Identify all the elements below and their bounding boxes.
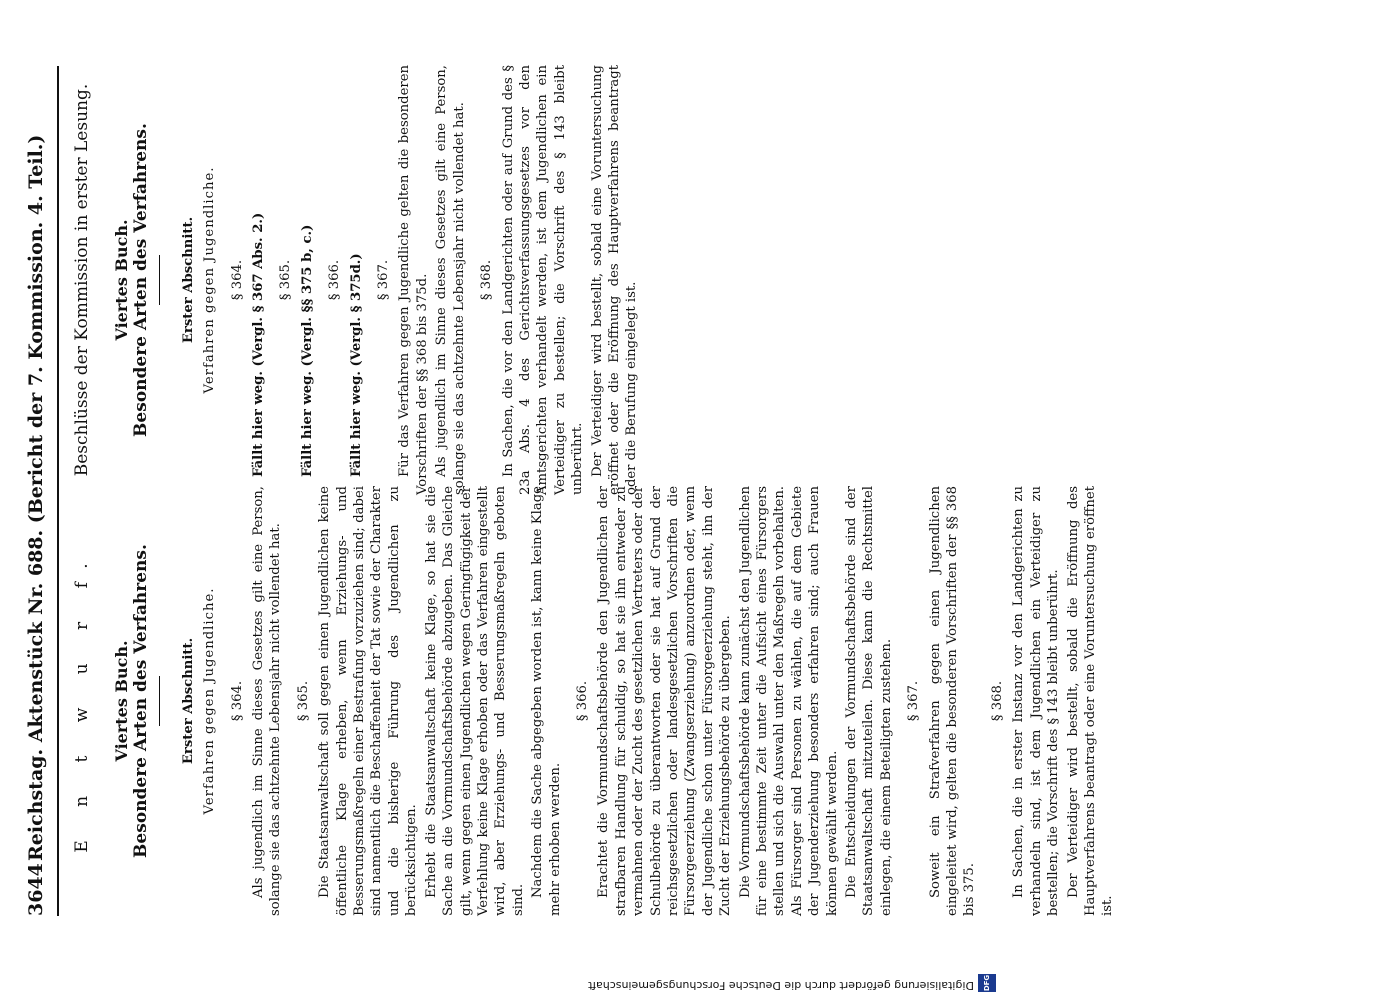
credit-text: Digitalisierung gefördert durch die Deutsche Forschungsgemeinschaft (588, 979, 974, 992)
book-heading: Viertes Buch. (112, 219, 132, 341)
paragraph-text: Die Staatsanwaltschaft soll gegen einen Jugendlichen keine öffentliche Klage erheben, wenn Erziehungs- und Besserungsmaßregeln einer Bestrafung vorzuziehen sind; dabei sind namentlich die Beschaffenheit der Tat sowie der Charakter und die bisherige Führung des Jugendlichen zu berücksichtigen. (317, 486, 420, 916)
book-heading: Viertes Buch. (112, 640, 132, 762)
header-rule (57, 66, 59, 916)
section-heading: Erster Abschnitt. (180, 216, 196, 344)
paragraph-number: § 364. (229, 259, 245, 301)
page-number: 3644 (25, 863, 47, 916)
draft-heading: E n t w u r f. (72, 549, 92, 853)
paragraph-text: Fällt hier weg. (Vergl. § 375d.) (348, 253, 364, 477)
divider (159, 676, 160, 726)
paragraph-text: Fällt hier weg. (Vergl. § 367 Abs. 2.) (251, 212, 267, 477)
draft-column (70, 486, 1290, 916)
paragraph-text: Nachdem die Sache abgegeben worden ist, kann keine Klage mehr erhoben werden. (530, 486, 563, 916)
paragraph-text: Als jugendlich im Sinne dieses Gesetzes gilt eine Person, solange sie das achtzehnte Lebensjahr nicht vollendet hat. (434, 65, 467, 495)
divider (159, 255, 160, 305)
paragraph-number: § 367. (376, 259, 392, 301)
book-title: Besondere Arten des Verfahrens. (131, 123, 152, 437)
paragraph-text: Für das Verfahren gegen Jugendliche gelten die besonderen Vorschriften der §§ 368 bis 375d. (397, 65, 430, 495)
paragraph-text: Erhebt die Staatsanwaltschaft keine Klage, so hat sie die Sache an die Vormundschaftsbehörde abzugeben. Das Gleiche gilt, wenn gegen einen Jugendlichen wegen Geringfügigkeit der Verfehlung keine Klage erhoben oder das Verfahren eingestellt wird, aber Erziehungs- und Besserungsmaßregeln geboten sind. (423, 486, 526, 916)
paragraph-number: § 368. (989, 680, 1005, 722)
paragraph-number: § 366. (574, 680, 590, 722)
paragraph-text: In Sachen, die vor den Landgerichten oder auf Grund des § 23a Abs. 4 des Gerichtsverfassungsgesetzes vor den Amtsgerichten verhandelt werden, ist dem Jugendlichen ein Verteidiger zu bestellen; die Vorschrift des § 143 bleibt unberührt. (500, 65, 586, 495)
paragraph-text: Die Vormundschaftsbehörde kann zunächst den Jugendlichen für eine bestimmte Zeit unter die Aufsicht eines Fürsorgers stellen und sich die Auswahl unter den Maßregeln vorbehalten. Als Fürsorger sind Personen zu wählen, die auf dem Gebiete der Jugenderziehung besonders erfahren sind; auch Frauen können gewählt werden. (737, 486, 840, 916)
section-title: Verfahren gegen Jugendliche. (202, 166, 218, 394)
paragraph-text: Der Verteidiger wird bestellt, sobald eine Voruntersuchung eröffnet oder die Eröffnung des Hauptverfahrens beantragt oder die Berufung eingelegt ist. (589, 65, 640, 495)
book-title: Besondere Arten des Verfahrens. (131, 544, 152, 858)
paragraph-number: § 364. (229, 680, 245, 722)
paragraph-number: § 368. (479, 259, 495, 301)
page-header (23, 66, 53, 916)
paragraph-text: Als jugendlich im Sinne dieses Gesetzes gilt eine Person, solange sie das achtzehnte Lebensjahr nicht vollendet hat. (251, 486, 284, 916)
paragraph-number: § 365. (278, 259, 294, 301)
commission-heading: Beschlüsse der Kommission in erster Lesung. (72, 83, 92, 477)
page-running-title: Reichstag. Aktenstück Nr. 688. (Bericht der 7. Kommission. 4. Teil.) (25, 134, 47, 861)
dfg-logo-icon: DFG (978, 974, 996, 992)
paragraph-text: Soweit ein Strafverfahren gegen einen Jugendlichen eingeleitet wird, gelten die besonderen Vorschriften der §§ 368 bis 375. (927, 486, 978, 916)
section-title: Verfahren gegen Jugendliche. (202, 587, 218, 815)
paragraph-text: Der Verteidiger wird bestellt, sobald die Eröffnung des Hauptverfahrens beantragt oder eine Voruntersuchung eröffnet ist. (1065, 486, 1116, 916)
commission-column (70, 65, 1290, 495)
paragraph-text: Fällt hier weg. (Vergl. §§ 375 b, c.) (299, 224, 315, 477)
paragraph-number: § 365. (295, 680, 311, 722)
paragraph-text: In Sachen, die in erster Instanz vor den Landgerichten zu verhandeln sind, ist dem Jugendlichen ein Verteidiger zu bestellen; die Vorschrift des § 143 bleibt unberührt. (1011, 486, 1062, 916)
paragraph-number: § 367. (906, 680, 922, 722)
paragraph-text: Die Entscheidungen der Vormundschaftsbehörde sind der Staatsanwaltschaft mitzuteilen. Diese kann die Rechtsmittel einlegen, die einem Beteiligten zustehen. (844, 486, 894, 916)
section-heading: Erster Abschnitt. (180, 637, 196, 765)
paragraph-text: Erachtet die Vormundschaftsbehörde den Jugendlichen der strafbaren Handlung für schuldig, so hat sie ihn entweder zu vermahnen oder der Zucht des gesetzlichen Vertreters oder der Schulbehörde zu überantworten oder sie hat auf Grund der reichsgesetzlichen oder landesgesetzlichen Vorschriften die Fürsorgeerziehung (Zwangserziehung) anzuordnen oder, wenn der Jugendliche schon unter Fürsorgeerziehung steht, ihn der Zucht der Erziehungsbehörde zu übergeben. (596, 486, 734, 916)
paragraph-number: § 366. (327, 259, 343, 301)
digitization-credit (588, 962, 1000, 992)
